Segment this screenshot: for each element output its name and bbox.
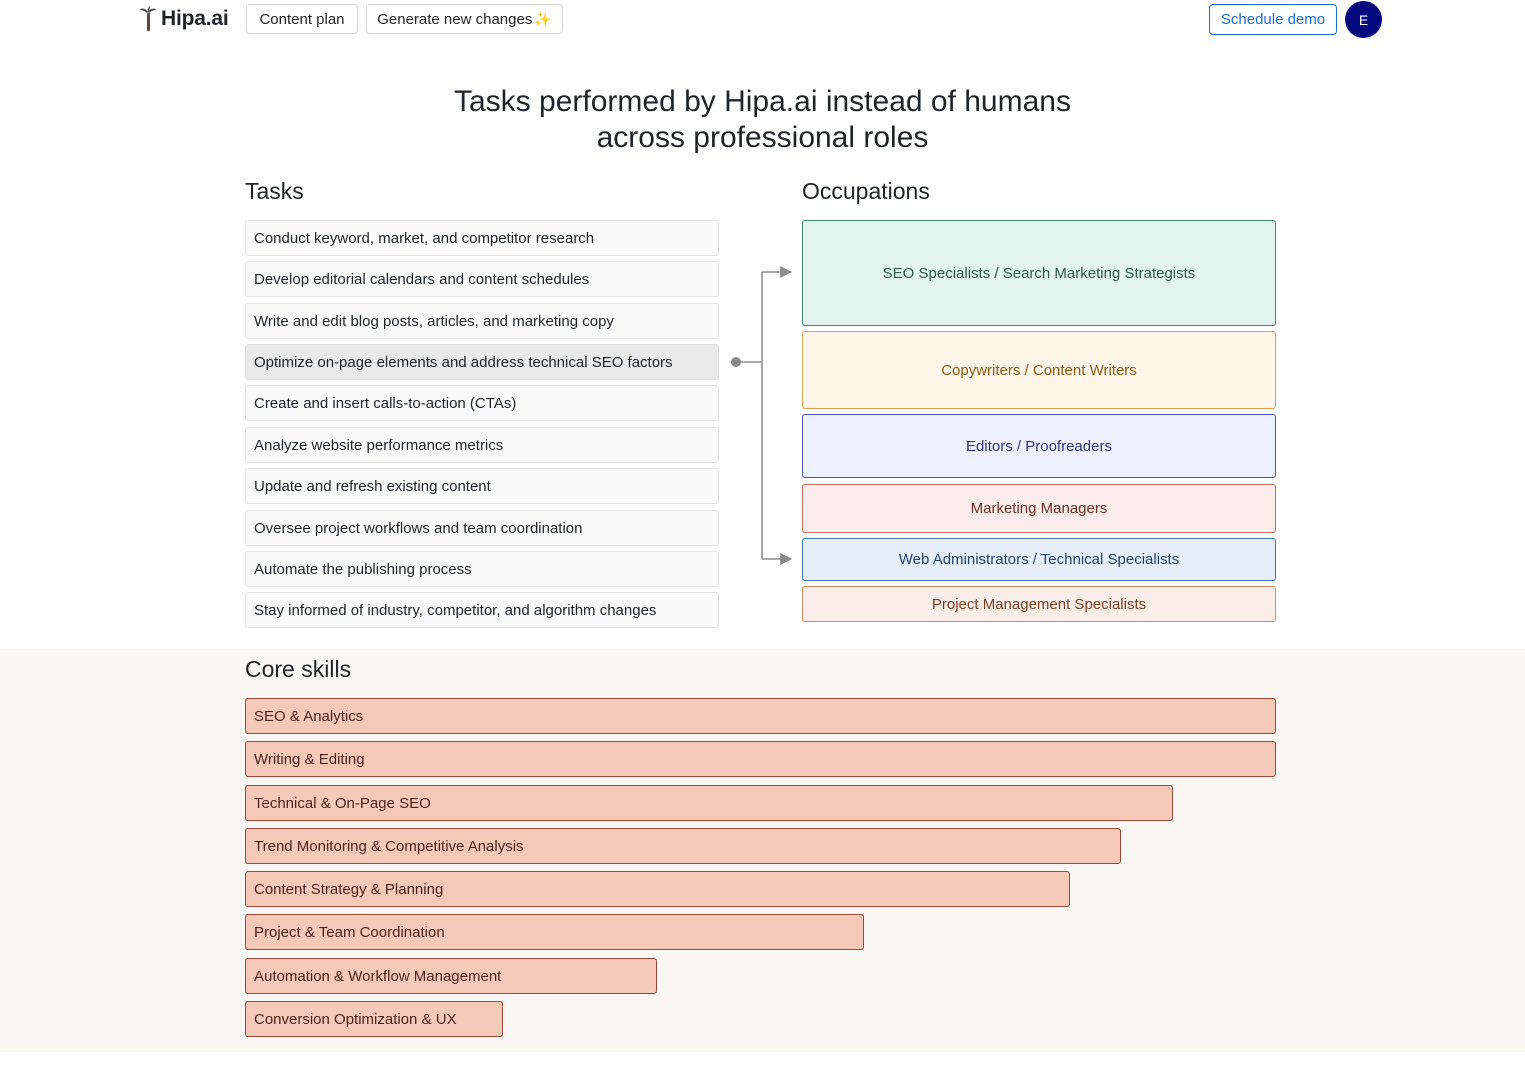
- generate-new-changes-button[interactable]: [366, 4, 563, 34]
- occupation-label: Marketing Managers: [970, 500, 1108, 517]
- page-title-line-1: Tasks performed by Hipa.ai instead of humans: [454, 85, 1071, 118]
- occupation-card[interactable]: [802, 331, 1276, 409]
- task-label: Update and refresh existing content: [254, 477, 491, 495]
- hipa-logo-icon: [138, 6, 158, 32]
- user-avatar[interactable]: [1345, 1, 1382, 38]
- content-plan-button[interactable]: [246, 4, 358, 34]
- page-title-line-2: across professional roles: [596, 121, 929, 154]
- occupation-card[interactable]: [802, 220, 1276, 326]
- task-item[interactable]: [245, 427, 719, 463]
- task-label: Write and edit blog posts, articles, and marketing copy: [254, 312, 614, 330]
- occupation-label: SEO Specialists / Search Marketing Strategists: [882, 264, 1196, 282]
- task-item[interactable]: [245, 551, 719, 587]
- task-label: Analyze website performance metrics: [254, 436, 504, 454]
- skill-bar: [245, 785, 1173, 821]
- skill-bar: [245, 871, 1070, 907]
- skill-label: Trend Monitoring & Competitive Analysis: [254, 837, 524, 855]
- occupation-label: Editors / Proofreaders: [966, 437, 1112, 455]
- skill-bar: [245, 828, 1121, 864]
- skill-bar: [245, 698, 1276, 734]
- skill-bar: [245, 914, 864, 950]
- core-skills-heading: Core skills: [245, 656, 352, 682]
- task-item[interactable]: [245, 303, 719, 339]
- schedule-demo-label: Schedule demo: [1220, 11, 1326, 28]
- skill-label: Project & Team Coordination: [254, 923, 445, 941]
- occupation-label: Web Administrators / Technical Specialists: [898, 551, 1180, 568]
- task-label: Create and insert calls-to-action (CTAs): [254, 394, 517, 412]
- occupations-heading: Occupations: [802, 178, 930, 204]
- task-item[interactable]: [245, 385, 719, 421]
- occupation-label: Copywriters / Content Writers: [941, 361, 1137, 379]
- skill-bar: [245, 741, 1276, 777]
- skill-label: Writing & Editing: [254, 750, 365, 768]
- task-item[interactable]: [245, 261, 719, 297]
- skill-bar: [245, 1001, 503, 1037]
- sparkle-icon: ✨: [534, 10, 552, 27]
- task-item[interactable]: [245, 468, 719, 504]
- task-label: Optimize on-page elements and address technical SEO factors: [254, 353, 673, 371]
- avatar-initial: E: [1358, 11, 1369, 28]
- task-item[interactable]: [245, 592, 719, 628]
- task-label: Develop editorial calendars and content schedules: [254, 270, 590, 288]
- logo-text: Hipa.ai: [161, 7, 229, 30]
- occupation-card[interactable]: [802, 414, 1276, 478]
- occupation-card[interactable]: [802, 484, 1276, 533]
- task-label: Conduct keyword, market, and competitor research: [254, 229, 595, 247]
- task-item[interactable]: [245, 220, 719, 256]
- page-title: [0, 84, 1525, 156]
- task-item[interactable]: [245, 344, 719, 380]
- logo[interactable]: [138, 4, 228, 34]
- skill-label: Content Strategy & Planning: [254, 880, 444, 898]
- top-bar: [0, 0, 1525, 40]
- occupation-label: Project Management Specialists: [931, 595, 1147, 613]
- occupation-card[interactable]: [802, 586, 1276, 622]
- skill-bar: [245, 958, 657, 994]
- content-plan-label: Content plan: [259, 10, 345, 28]
- skill-label: Technical & On-Page SEO: [254, 794, 431, 812]
- skill-label: Conversion Optimization & UX: [254, 1010, 457, 1028]
- occupation-card[interactable]: [802, 538, 1276, 581]
- skill-label: Automation & Workflow Management: [254, 967, 502, 985]
- skill-label: SEO & Analytics: [254, 707, 364, 725]
- task-label: Stay informed of industry, competitor, and algorithm changes: [254, 601, 657, 619]
- task-label: Automate the publishing process: [254, 560, 472, 578]
- task-occupation-connectors: [720, 250, 800, 580]
- task-item[interactable]: [245, 510, 719, 546]
- schedule-demo-button[interactable]: [1209, 4, 1337, 35]
- task-label: Oversee project workflows and team coordination: [254, 519, 583, 537]
- tasks-heading: Tasks: [245, 178, 304, 204]
- generate-label: Generate new changes: [377, 10, 533, 28]
